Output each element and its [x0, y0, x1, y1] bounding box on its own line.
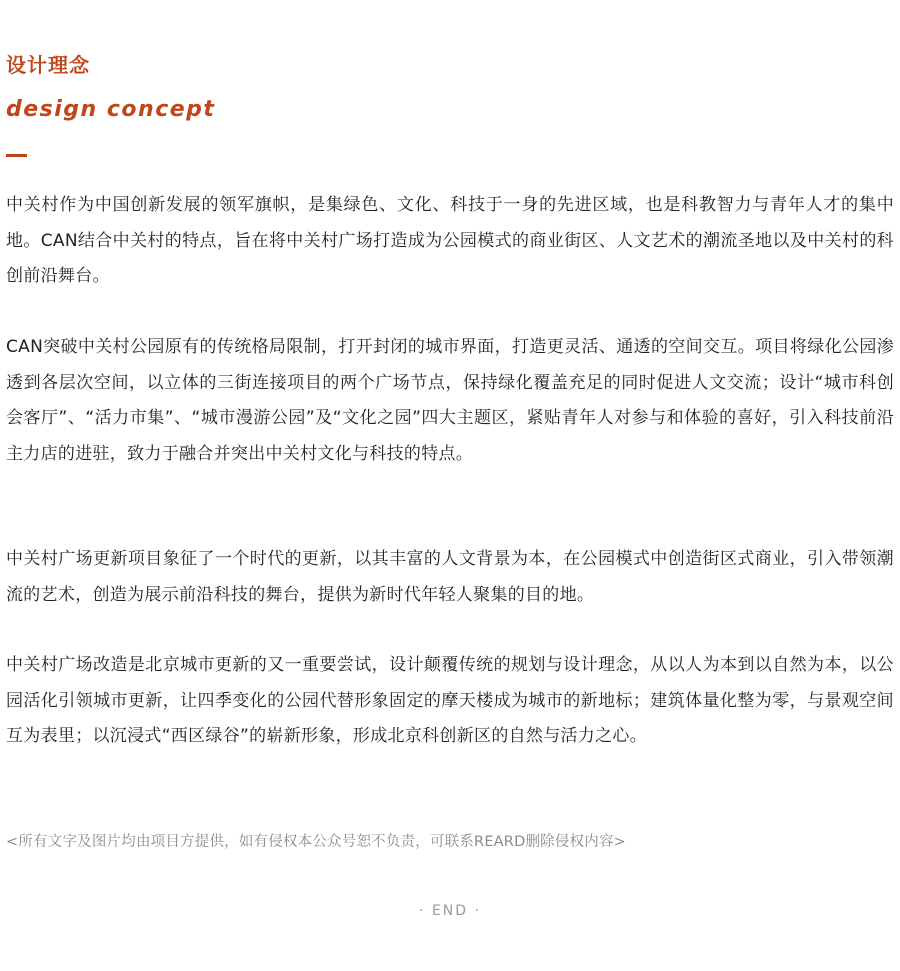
- section-title-english: design concept: [6, 97, 216, 122]
- paragraph-intro: 中关村作为中国创新发展的领军旗帜，是集绿色、文化、科技于一身的先进区域，也是科教智力与青年人才的集中地。CAN结合中关村的特点，旨在将中关村广场打造成为公园模式的商业街区、人文艺术的潮流圣地以及中关村的科创前沿舞台。: [6, 195, 894, 286]
- paragraph-design-strategy: CAN突破中关村公园原有的传统格局限制，打开封闭的城市界面，打造更灵活、通透的空间交互。项目将绿化公园渗透到各层次空间，以立体的三街连接项目的两个广场节点，保持绿化覆盖充足的同时促进人文交流；设计“城市科创会客厅”、“活力市集”、“城市漫游公园”及“文化之园”四大主题区，紧贴青年人对参与和体验的喜好，引入科技前沿主力店的进驻，致力于融合并突出中关村文化与科技的特点。: [6, 337, 894, 464]
- paragraph-urban-renewal: 中关村广场改造是北京城市更新的又一重要尝试，设计颠覆传统的规划与设计理念，从以人为本到以自然为本，以公园活化引领城市更新，让四季变化的公园代替形象固定的摩天楼成为城市的新地标；建筑体量化整为零，与景观空间互为表里；以沉浸式“西区绿谷”的崭新形象，形成北京科创新区的自然与活力之心。: [6, 655, 894, 746]
- paragraph-renewal-symbol: 中关村广场更新项目象征了一个时代的更新，以其丰富的人文背景为本，在公园模式中创造街区式商业，引入带领潮流的艺术，创造为展示前沿科技的舞台，提供为新时代年轻人聚集的目的地。: [6, 549, 894, 605]
- copyright-disclaimer: <所有文字及图片均由项目方提供，如有侵权本公众号恕不负责，可联系REARD删除侵权内容>: [6, 834, 626, 850]
- end-marker: · END ·: [419, 903, 481, 919]
- section-title-chinese: 设计理念: [6, 53, 90, 77]
- title-accent-divider: [6, 154, 27, 157]
